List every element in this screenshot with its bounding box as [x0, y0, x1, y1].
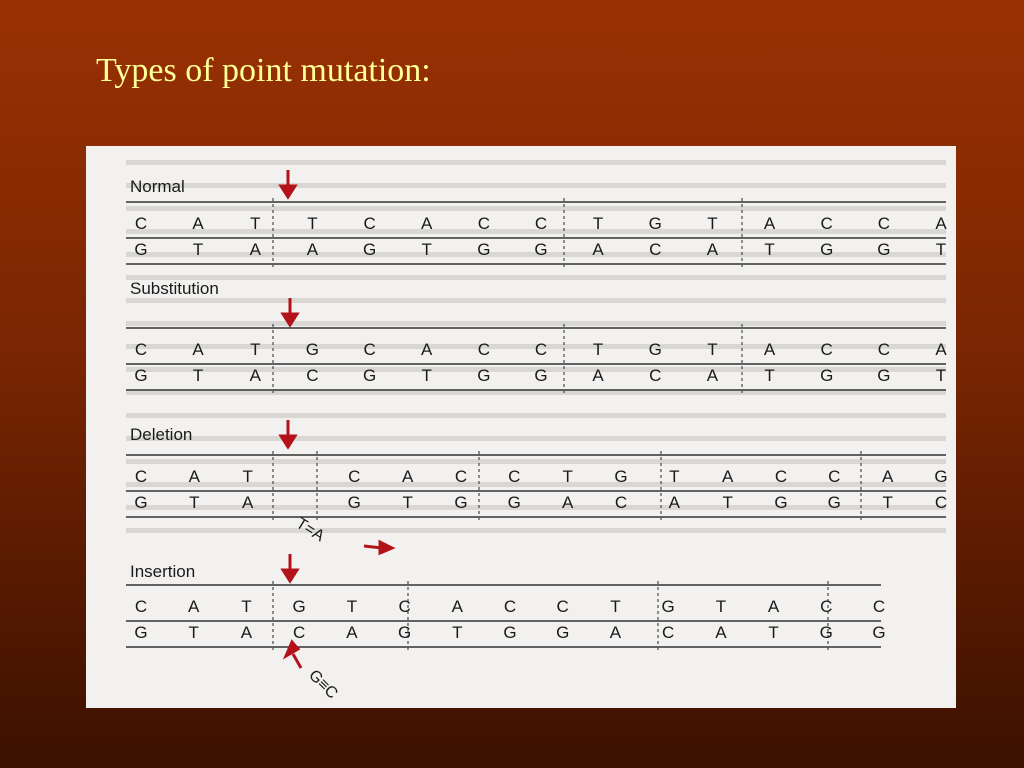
panel-label-insertion: Insertion [130, 562, 196, 581]
base-top-insertion: C [556, 597, 569, 616]
base-top-deletion: A [402, 467, 414, 486]
base-bottom-deletion: A [562, 493, 574, 512]
base-top-normal: T [250, 214, 261, 233]
base-bottom-normal: G [534, 240, 548, 259]
mutation-arrow-deletion [281, 420, 295, 447]
base-top-deletion: C [828, 467, 841, 486]
base-top-insertion: C [134, 597, 148, 616]
base-bottom-insertion: A [609, 623, 622, 642]
base-top-substitution: C [134, 340, 148, 359]
base-top-insertion: G [661, 597, 675, 616]
base-top-deletion: C [134, 467, 148, 486]
base-bottom-deletion: G [134, 493, 148, 512]
base-bottom-normal: A [249, 240, 261, 259]
base-top-normal: T [307, 214, 318, 233]
base-top-deletion: G [614, 467, 628, 486]
base-top-insertion: T [241, 597, 252, 616]
base-bottom-normal: T [764, 240, 775, 259]
base-bottom-substitution: C [306, 366, 319, 385]
base-top-insertion: C [398, 597, 411, 616]
base-top-substitution: C [820, 340, 833, 359]
base-top-insertion: T [715, 597, 727, 616]
base-bottom-insertion: G [819, 623, 833, 642]
panel-label-deletion: Deletion [130, 425, 193, 444]
base-bottom-substitution: G [362, 366, 377, 385]
base-top-deletion: A [722, 467, 734, 486]
mutation-figure [86, 146, 956, 708]
base-top-normal: A [421, 214, 433, 233]
base-bottom-deletion: G [347, 493, 361, 512]
deleted-pair-note: T=A [292, 514, 328, 546]
ghost-text-line [126, 321, 946, 326]
base-top-deletion: T [242, 467, 253, 486]
panel-label-substitution: Substitution [130, 279, 219, 298]
base-bottom-substitution: C [649, 366, 662, 385]
base-top-substitution: A [192, 340, 204, 359]
base-top-substitution: A [421, 340, 433, 359]
base-bottom-deletion: T [722, 493, 733, 512]
base-bottom-insertion: T [188, 623, 199, 642]
base-top-normal: A [192, 214, 204, 233]
base-top-normal: T [592, 214, 604, 233]
ghost-text-line [126, 298, 946, 303]
base-bottom-deletion: G [774, 493, 788, 512]
base-top-normal: C [363, 214, 376, 233]
base-bottom-normal: G [820, 240, 834, 259]
panels-group [126, 198, 948, 653]
base-bottom-insertion: G [397, 623, 412, 642]
base-bottom-insertion: A [346, 623, 358, 642]
base-bottom-insertion: A [715, 623, 727, 642]
base-bottom-substitution: T [935, 366, 947, 385]
base-bottom-substitution: G [820, 366, 834, 385]
base-bottom-normal: G [877, 240, 891, 259]
base-top-insertion: A [767, 597, 780, 616]
base-top-substitution: G [305, 340, 320, 359]
base-top-substitution: C [877, 340, 891, 359]
base-bottom-insertion: C [661, 623, 675, 642]
mutation-diagram [86, 146, 956, 708]
base-top-normal: T [707, 214, 718, 233]
base-bottom-deletion: G [827, 493, 841, 512]
base-bottom-deletion: C [614, 493, 628, 512]
base-bottom-insertion: G [134, 623, 148, 642]
base-top-deletion: T [562, 467, 573, 486]
base-bottom-deletion: T [189, 493, 200, 512]
base-bottom-deletion: C [934, 493, 948, 512]
base-bottom-normal: T [421, 240, 432, 259]
mutation-arrow-insertion [283, 554, 297, 581]
base-top-substitution: C [363, 340, 376, 359]
base-top-substitution: T [250, 340, 261, 359]
base-top-normal: G [648, 214, 662, 233]
base-bottom-normal: C [649, 240, 662, 259]
base-top-deletion: C [508, 467, 521, 486]
base-bottom-deletion: T [402, 493, 413, 512]
inserted-pair-note: G≡C [305, 666, 341, 703]
base-top-substitution: A [763, 340, 776, 359]
ghost-text-line [126, 528, 946, 533]
base-bottom-insertion: A [240, 623, 253, 642]
ghost-text-line [126, 206, 946, 211]
base-bottom-normal: T [935, 240, 947, 259]
base-bottom-normal: G [477, 240, 491, 259]
base-top-normal: A [935, 214, 947, 233]
base-top-insertion: C [820, 597, 833, 616]
mutation-arrow-insertion-up [286, 642, 301, 668]
dna-panel-insertion [126, 581, 886, 653]
base-top-deletion: T [669, 467, 680, 486]
base-bottom-deletion: A [668, 493, 680, 512]
base-bottom-substitution: A [249, 366, 261, 385]
base-bottom-substitution: T [421, 366, 432, 385]
base-top-substitution: T [592, 340, 604, 359]
base-top-deletion: C [774, 467, 788, 486]
base-bottom-deletion: G [454, 493, 468, 512]
base-top-insertion: C [872, 597, 886, 616]
base-bottom-normal: G [134, 240, 148, 259]
base-bottom-substitution: G [134, 366, 148, 385]
ghost-text-line [126, 275, 946, 280]
base-bottom-substitution: T [764, 366, 775, 385]
base-top-substitution: C [534, 340, 548, 359]
base-top-insertion: A [451, 597, 463, 616]
base-bottom-normal: G [362, 240, 377, 259]
base-bottom-normal: T [192, 240, 204, 259]
base-bottom-deletion: G [507, 493, 521, 512]
ghost-text-line [126, 413, 946, 418]
base-top-deletion: G [934, 467, 948, 486]
ghost-text-line [126, 160, 946, 165]
base-bottom-insertion: T [452, 623, 463, 642]
base-top-insertion: G [292, 597, 306, 616]
base-bottom-substitution: A [592, 366, 604, 385]
base-top-normal: A [763, 214, 776, 233]
base-bottom-insertion: T [768, 623, 779, 642]
base-bottom-substitution: G [534, 366, 548, 385]
base-top-normal: C [534, 214, 548, 233]
dna-panel-substitution [126, 324, 947, 396]
base-bottom-deletion: T [882, 493, 893, 512]
base-top-normal: C [877, 214, 891, 233]
base-bottom-normal: A [592, 240, 604, 259]
base-top-deletion: C [454, 467, 468, 486]
ghost-text-line [126, 459, 946, 464]
panel-label-normal: Normal [130, 177, 185, 196]
ghost-text-line [126, 390, 946, 395]
base-top-insertion: C [503, 597, 517, 616]
base-top-deletion: A [882, 467, 894, 486]
base-top-deletion: C [348, 467, 361, 486]
base-bottom-insertion: C [292, 623, 306, 642]
base-bottom-insertion: G [556, 623, 570, 642]
base-top-insertion: T [346, 597, 358, 616]
base-bottom-normal: A [706, 240, 719, 259]
slide-title: Types of point mutation: [96, 52, 431, 89]
base-bottom-insertion: G [872, 623, 886, 642]
ghost-text-line [126, 436, 946, 441]
base-bottom-insertion: G [503, 623, 517, 642]
base-top-normal: C [477, 214, 491, 233]
base-bottom-substitution: T [192, 366, 204, 385]
base-bottom-normal: A [306, 240, 319, 259]
base-top-substitution: G [648, 340, 662, 359]
base-top-substitution: A [935, 340, 947, 359]
base-top-insertion: A [188, 597, 200, 616]
base-top-normal: C [820, 214, 833, 233]
base-top-insertion: T [610, 597, 621, 616]
removed-pair-arrow [364, 542, 392, 553]
base-bottom-substitution: A [706, 366, 719, 385]
base-top-substitution: C [477, 340, 491, 359]
base-bottom-substitution: G [477, 366, 491, 385]
ghost-text-line [126, 183, 946, 188]
base-top-substitution: T [707, 340, 718, 359]
base-bottom-substitution: G [877, 366, 891, 385]
base-top-normal: C [134, 214, 148, 233]
base-bottom-deletion: A [242, 493, 254, 512]
base-top-deletion: A [188, 467, 200, 486]
